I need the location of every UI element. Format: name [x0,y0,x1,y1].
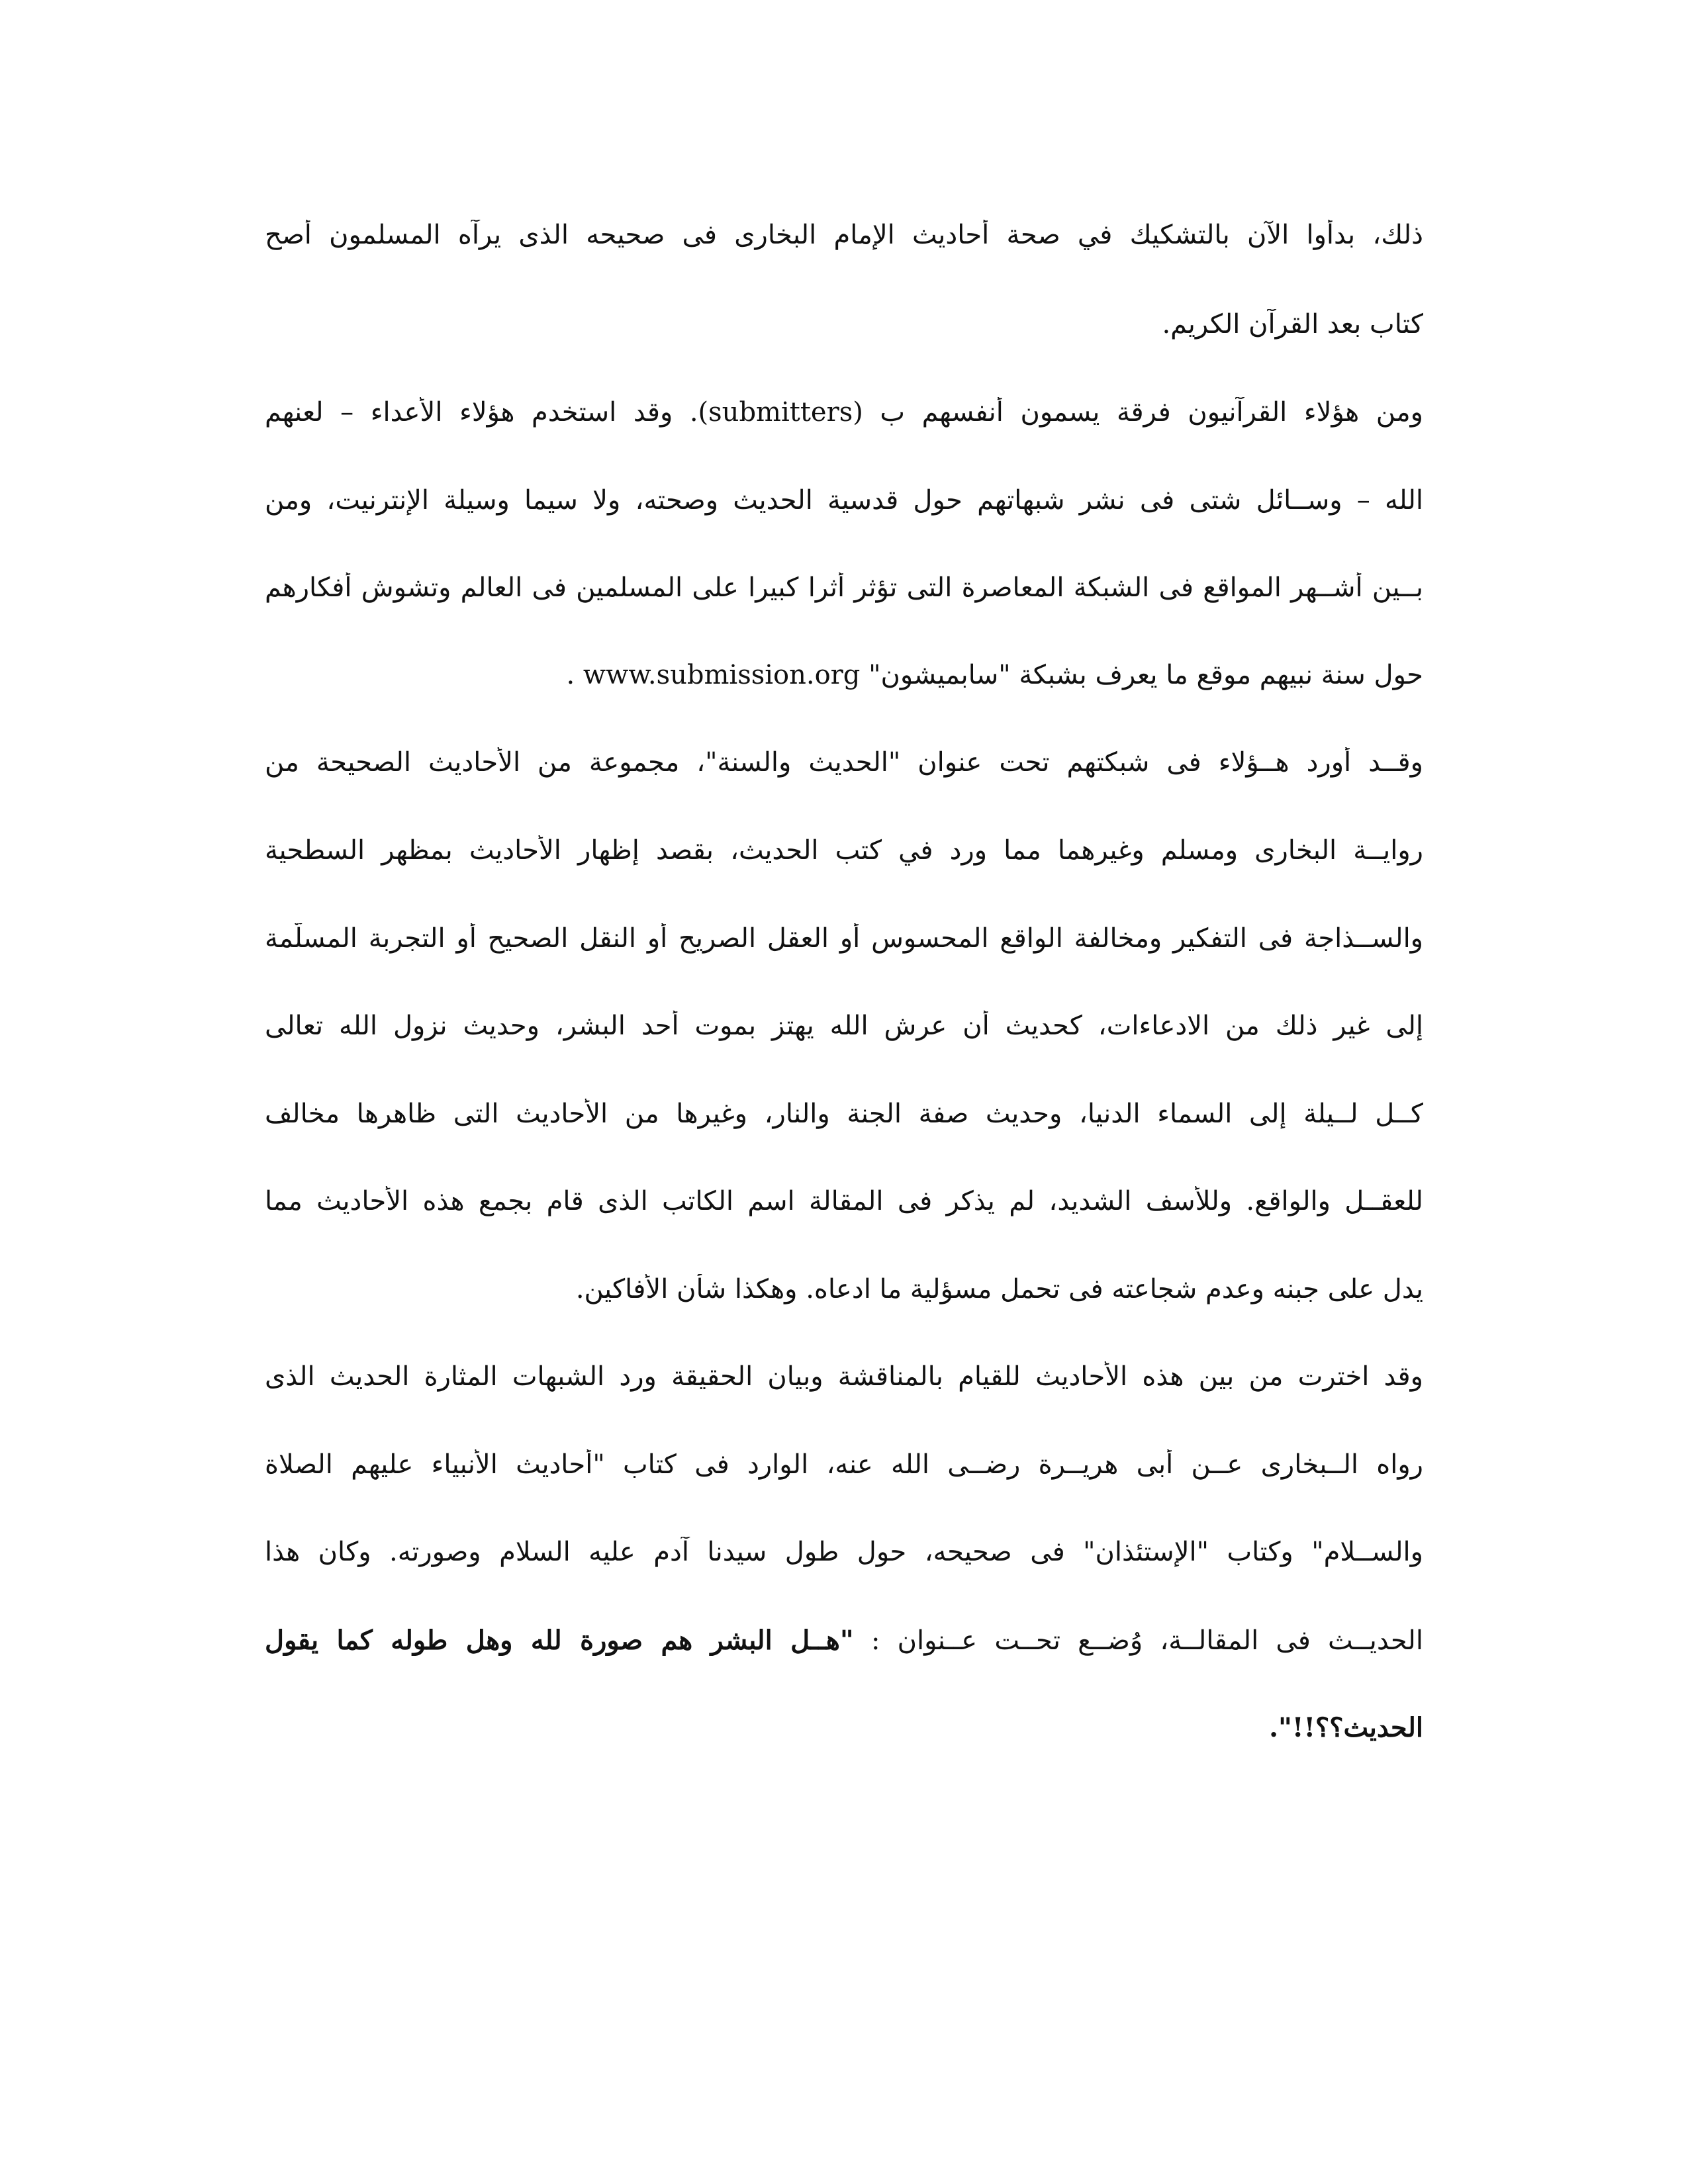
text-line-15: رواه الــبخارى عــن أبى هريــرة رضــى الله عنه، الوارد فى كتاب "أحاديث الأنبياء عليهم الصلاة [265,1449,1423,1480]
text-line-3: ومن هؤلاء القرآنيون فرقة يسمون أنفسهم ب (submitters). وقد استخدم هؤلاء الأعداء – لعنهم [265,397,1423,428]
text-line-11: كــل لــيلة إلى السماء الدنيا، وحديث صفة الجنة والنار، وغيرها من الأحاديث التى ظاهرها مخالف [265,1099,1423,1129]
text-line-7: وقــد أورد هــؤلاء فى شبكتهم تحت عنوان "الحديث والسنة"، مجموعة من الأحاديث الصحيحة من [265,747,1423,778]
text-line-10: إلى غير ذلك من الادعاءات، كحديث أن عرش الله يهتز بموت أحد البشر، وحديث نزول الله تعالى [265,1011,1423,1041]
text-line-8: روايــة البخارى ومسلم وغيرهما مما ورد في كتب الحديث، بقصد إظهار الأحاديث بمظهر السطحية [265,835,1423,866]
text-line-13: يدل على جبنه وعدم شجاعته فى تحمل مسؤلية ما ادعاه. وهكذا شأن الأفاكين. [575,1274,1423,1304]
text-line-16: والســلام" وكتاب "الإستئذان" فى صحيحه، حول طول سيدنا آدم عليه السلام وصورته. وكان هذا [265,1537,1423,1567]
text-line-17-plain: الحديــث فى المقالــة، وُضــع تحــت عــنوان : [870,1625,1423,1656]
text-line-17 [265,1625,1423,1656]
text-line-18: الحديث؟؟!!". [1269,1712,1423,1743]
text-line-2: كتاب بعد القرآن الكريم. [1162,309,1423,340]
text-line-6: حول سنة نبيهم موقع ما يعرف بشبكة "سابميشون" www.submission.org . [566,660,1423,690]
article-title-bold: "هــل البشر هم صورة لله وهل طوله كما يقول [265,1625,854,1656]
text-line-4: الله – وســائل شتى فى نشر شبهاتهم حول قدسية الحديث وصحته، ولا سيما وسيلة الإنترنيت، ومن [265,485,1423,516]
text-line-12: للعقــل والواقع. وللأسف الشديد، لم يذكر فى المقالة اسم الكاتب الذى قام بجمع هذه الأحاديث مما [265,1186,1423,1216]
text-line-9: والســذاجة فى التفكير ومخالفة الواقع المحسوس أو العقل الصريح أو النقل الصحيح أو التجربة المسلّمة [265,923,1423,954]
text-line-5: بــين أشــهر المواقع فى الشبكة المعاصرة التى تؤثر أثرا كبيرا على المسلمين فى العالم وتشوش أفكارهم [265,572,1423,603]
text-line-14: وقد اخترت من بين هذه الأحاديث للقيام بالمناقشة وبيان الحقيقة ورد الشبهات المثارة الحديث الذى [265,1361,1423,1392]
text-line-1: ذلك، بدأوا الآن بالتشكيك في صحة أحاديث الإمام البخارى فى صحيحه الذى يرآه المسلمون أصح [265,220,1423,250]
